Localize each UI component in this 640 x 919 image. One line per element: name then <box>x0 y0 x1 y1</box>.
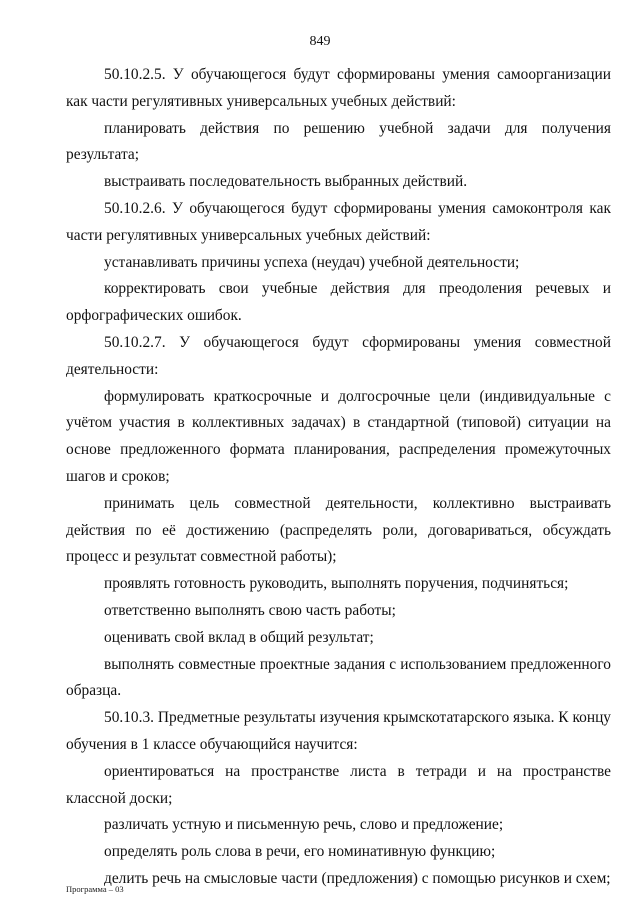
list-item: проявлять готовность руководить, выполнять поручения, подчиняться; <box>104 575 569 593</box>
list-item: устанавливать причины успеха (неудач) учебной деятельности; <box>104 253 520 271</box>
list-item: корректировать свои учебные действия для преодоления речевых и орфографических ошибок. <box>66 280 611 325</box>
list-item: различать устную и письменную речь, слово и предложение; <box>104 816 504 834</box>
paragraph-50-10-2-5: 50.10.2.5. У обучающегося будут сформированы умения самоорганизации как части регулятивных универсальных учебных действий: <box>66 66 611 110</box>
page-number: 849 <box>309 34 331 49</box>
list-item: выстраивать последовательность выбранных действий. <box>104 173 468 191</box>
paragraph-50-10-2-6: 50.10.2.6. У обучающегося будут сформированы умения самоконтроля как части регулятивных универсальных учебных действий: <box>66 199 611 244</box>
list-item: планировать действия по решению учебной задачи для получения результата; <box>66 119 611 164</box>
list-item: ориентироваться на пространстве листа в тетради и на пространстве классной доски; <box>66 762 611 807</box>
document-body <box>66 62 611 893</box>
list-item: выполнять совместные проектные задания с использованием предложенного образца. <box>66 655 611 700</box>
list-item: ответственно выполнять свою часть работы; <box>104 601 396 619</box>
paragraph-50-10-2-7: 50.10.2.7. У обучающегося будут сформированы умения совместной деятельности: <box>66 333 611 378</box>
paragraph-50-10-3: 50.10.3. Предметные результаты изучения крымскотатарского языка. К концу обучения в 1 классе обучающийся научится: <box>66 709 611 753</box>
list-item: формулировать краткосрочные и долгосрочные цели (индивидуальные с учётом участия в коллективных задачах) в стандартной (типовой) ситуации на основе предложенного формата планирования, распределения промежуточных шагов и сроков; <box>66 387 611 485</box>
page-footer: Программа – 03 <box>66 884 124 894</box>
list-item: принимать цель совместной деятельности, коллективно выстраивать действия по её достижению (распределять роли, договариваться, обсуждать процесс и результат совместной работы); <box>66 494 611 566</box>
list-item: оценивать свой вклад в общий результат; <box>104 628 374 646</box>
list-item: определять роль слова в речи, его номинативную функцию; <box>104 843 496 861</box>
list-item: делить речь на смысловые части (предложения) с помощью рисунков и схем; <box>104 869 611 887</box>
